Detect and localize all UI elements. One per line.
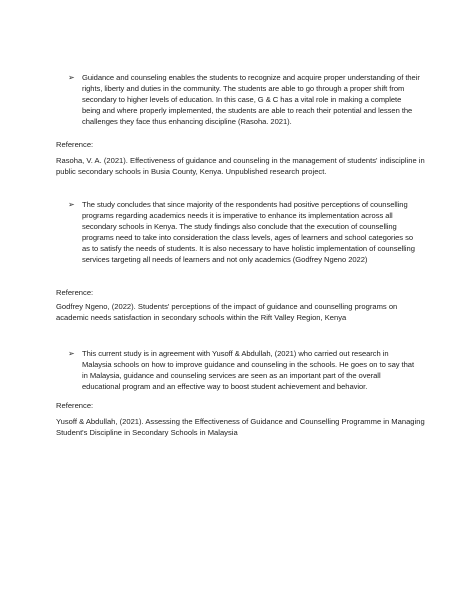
bullet-paragraph-1 xyxy=(68,72,420,127)
bullet-text: Guidance and counseling enables the students to recognize and acquire proper understanding of their rights, liberty and duties in the community. The students are able to go through a proper shift from secondary to higher levels of education. In this case, G & C has a vital role in making a complete being and where properly implemented, the students are able to reach their potential and lessen the challenges they face thus enhancing discipline (Rasoha. 2021). xyxy=(82,73,420,126)
bullet-text: This current study is in agreement with Yusoff & Abdullah, (2021) who carried out research in Malaysia schools on how to improve guidance and counseling in the schools. He goes on to say that in Malaysia, guidance and counseling services are seen as an important part of the overall educational program and an effective way to boost student achievement and behavior. xyxy=(82,349,415,391)
bullet-paragraph-3 xyxy=(68,348,420,392)
reference-heading: Reference: xyxy=(56,401,94,410)
bullet-paragraph-2 xyxy=(68,199,420,265)
reference-citation: Yusoff & Abdullah, (2021). Assessing the Effectiveness of Guidance and Counselling Programme in Managing Student's Discipline in Secondary Schools in Malaysia xyxy=(56,417,425,437)
arrow-right-bullet-icon: ➢ xyxy=(68,73,75,82)
reference-heading: Reference: xyxy=(56,288,94,297)
arrow-right-bullet-icon: ➢ xyxy=(68,349,75,358)
reference-citation: Rasoha, V. A. (2021). Effectiveness of guidance and counseling in the management of students' indiscipline in public secondary schools in Busia County, Kenya. Unpublished research project. xyxy=(56,156,425,176)
arrow-right-bullet-icon: ➢ xyxy=(68,200,75,209)
bullet-text: The study concludes that since majority of the respondents had positive perceptions of counselling programs regarding academics needs it is imperative to enhance its implementation across all secondary schools in Kenya. The study findings also conclude that the execution of counselling programs need to take into consideration the class levels, ages of learners and school categories so as to satisfy the needs of students. It is also necessary to have holistic implementation of counselling services targeting all needs of learners and not only academics (Godfrey Ngeno 2022) xyxy=(82,200,415,264)
reference-citation: Godfrey Ngeno, (2022). Students' perceptions of the impact of guidance and counselling programs on academic needs satisfaction in secondary schools within the Rift Valley Region, Kenya xyxy=(56,302,398,322)
reference-heading: Reference: xyxy=(56,140,94,149)
